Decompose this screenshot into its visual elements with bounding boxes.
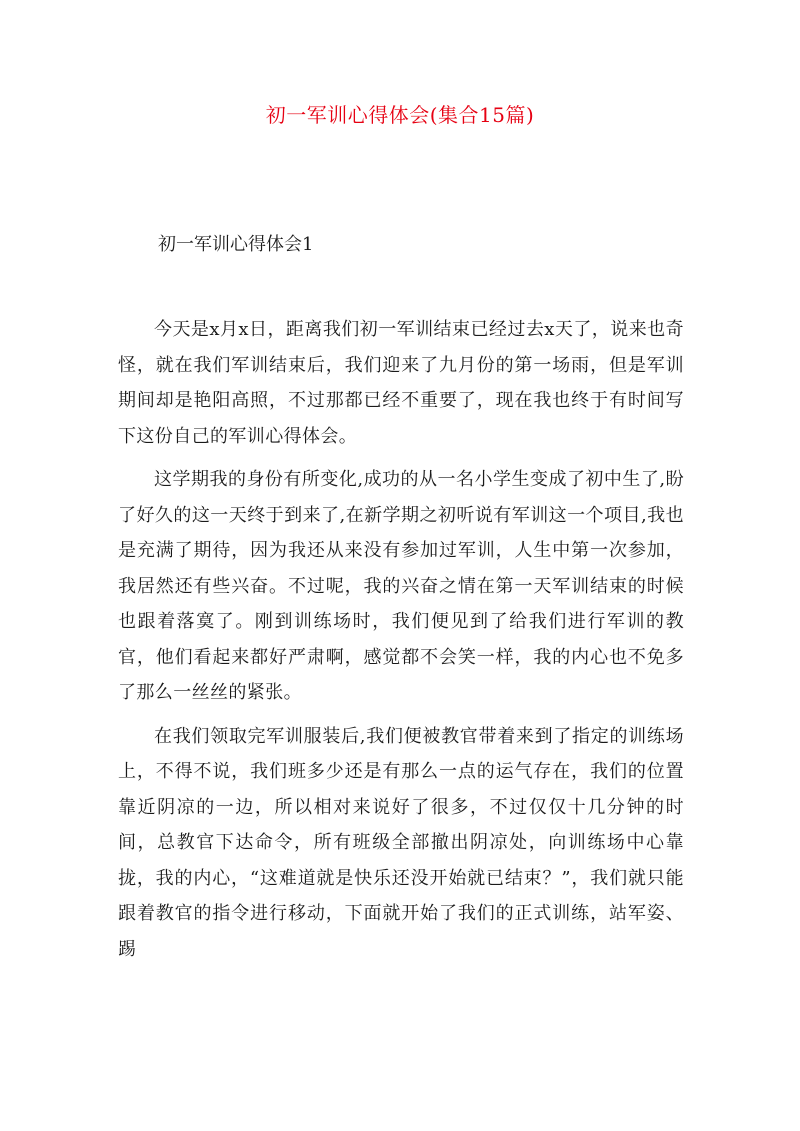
- section-heading: 初一军训心得体会1: [158, 234, 314, 255]
- document-title: 初一军训心得体会(集合15篇): [265, 103, 535, 127]
- document-body: [118, 312, 684, 975]
- paragraph-3: 在我们领取完军训服装后,我们便被教官带着来到了指定的训练场上，不得不说，我们班多少还是有那么一点的运气存在，我们的位置靠近阴凉的一边，所以相对来说好了很多，不过仅仅十几分钟的时间，总教官下达命令，所有班级全部撤出阴凉处，向训练场中心靠拢，我的内心，“这难道就是快乐还没开始就已结束？”，我们就只能跟着教官的指令进行移动，下面就开始了我们的正式训练，站军姿、踢: [118, 725, 684, 960]
- paragraph-1: 今天是x月x日，距离我们初一军训结束已经过去x天了，说来也奇怪，就在我们军训结束后，我们迎来了九月份的第一场雨，但是军训期间却是艳阳高照，不过那都已经不重要了，现在我也终于有时间写下这份自己的军训心得体会。: [118, 319, 684, 447]
- paragraph-2: 这学期我的身份有所变化,成功的从一名小学生变成了初中生了,盼了好久的这一天终于到来了,在新学期之初听说有军训这一个项目,我也是充满了期待，因为我还从来没有参加过军训，人生中第一次参加，我居然还有些兴奋。不过呢，我的兴奋之情在第一天军训结束的时候也跟着落寞了。刚到训练场时，我们便见到了给我们进行军训的教官，他们看起来都好严肃啊，感觉都不会笑一样，我的内心也不免多了那么一丝丝的紧张。: [118, 469, 684, 703]
